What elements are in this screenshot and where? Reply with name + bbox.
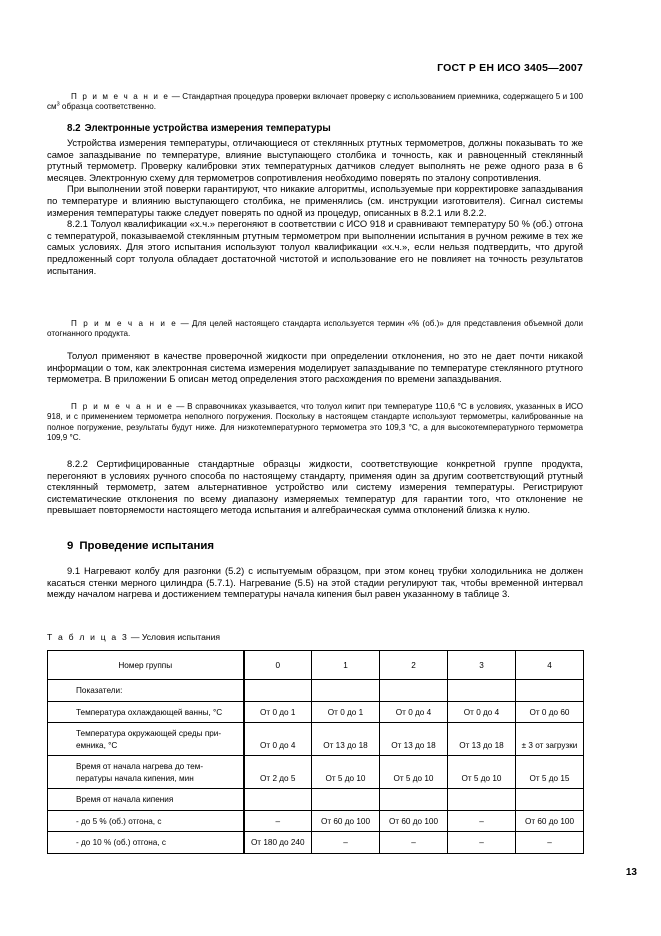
table-3-cell-value: От 60 до 100 [388, 816, 439, 826]
table-3-cell-value: От 0 до 4 [260, 740, 296, 750]
table-3-cell-value: От 0 до 4 [463, 707, 500, 717]
table-3-header-label: Номер группы [48, 651, 244, 680]
table-3-cell [312, 756, 380, 789]
table-row [48, 723, 584, 756]
table-3-row-label [48, 756, 244, 789]
table-3-cell-spacer [314, 761, 377, 773]
note-3-text: В справочниках указывается, что толуол кипит при температуре 110,6 °С в условиях, указанных в ИСО 918, и с применением термометра неполного погружения. Поскольку в настоящем стандарте используют термометры, калиброванные на полное погружение, результаты будут ниже. Для низкотемпературного термометра это 109,3 °С, а для высокотемпературного термометра 109,9 °С. [47, 402, 583, 442]
table-3-body [48, 651, 584, 854]
running-header: ГОСТ Р ЕН ИСО 3405—2007 [437, 62, 583, 74]
table-3-row-label-line: Температура окружающей среды при- [76, 729, 222, 738]
table-3-caption [47, 632, 583, 643]
table-3-caption-dash: — [128, 632, 142, 642]
paragraph-822-block [47, 458, 583, 516]
table-3-row-label-line: пературы начала кипения, мин [76, 773, 194, 783]
table-3-cell [516, 789, 584, 811]
table-3-cell-spacer [314, 728, 377, 740]
note-dash: — [169, 92, 183, 101]
table-row [48, 701, 584, 723]
table-3-cell [244, 723, 312, 756]
table-3-cell-value: От 0 до 1 [260, 707, 296, 717]
note-2-text: Для целей настоящего стандарта используется термин «% (об.)» для представления объемной доли отогнанного продукта. [47, 319, 584, 339]
table-row [48, 756, 584, 789]
table-3-cell-value: От 0 до 60 [529, 707, 570, 717]
table-3-cell [516, 810, 584, 832]
table-3-cell-value: – [479, 816, 484, 826]
page-number: 13 [625, 867, 637, 878]
table-3-cell [516, 756, 584, 789]
table-3-cell-value: От 0 до 1 [327, 707, 364, 717]
table-3-cell-value: – [479, 838, 484, 847]
table-3-cell-value: – [411, 838, 416, 847]
table-3-cell [448, 680, 516, 702]
paragraph-8-2-2: При выполнении этой поверки гарантируют, что никакие алгоритмы, используемые при корректировке запаздывания по температуре и влиянию выступающего столбика, не применялись (см. инструкции изготовителя). Сигнал системы измерения температуры также следует поверять по одной из процедур, описанных в 8.2.1 или 8.2.2. [47, 183, 583, 218]
table-3-cell-value: От 13 до 18 [391, 740, 436, 750]
table-3-cell [380, 701, 448, 723]
table-row [48, 810, 584, 832]
table-3-column-header-3: 3 [448, 651, 516, 680]
table-3-cell-value: От 5 до 10 [393, 773, 434, 783]
table-3-cell [380, 756, 448, 789]
table-3-cell-spacer [247, 728, 310, 740]
table-3-cell [312, 832, 380, 854]
table-3-cell [380, 680, 448, 702]
note-2 [47, 319, 583, 340]
table-3-row-label [48, 701, 244, 723]
table-3-cell-value: От 13 до 18 [459, 740, 504, 750]
section-9-block [47, 539, 583, 600]
table-3-cell-spacer [450, 761, 513, 773]
paragraph-8-2-1: Устройства измерения температуры, отличающиеся от стеклянных ртутных термометров, должны показывать то же самое запаздывание по температуре, влияние выступающего столбика и точность, как и равноценный стеклянный ртутный термометр. Проверку калибровки этих температурных датчиков следует выполнять не реже одного раза в 6 месяцев. Электронную схему для термометров сопротивления необходимо поверять по эталону сопротивления. [47, 137, 583, 183]
table-3-cell [312, 789, 380, 811]
table-row [48, 832, 584, 854]
table-3 [47, 650, 584, 854]
table-3-row-label-line: - до 5 % (об.) отгона, с [76, 816, 162, 826]
cubic-superscript: 3 [56, 101, 60, 108]
table-3-wrapper [47, 650, 583, 854]
table-3-row-label [48, 789, 244, 811]
table-3-cell [448, 789, 516, 811]
table-3-caption-title: Условия испытания [141, 632, 221, 642]
table-3-cell-value: От 60 до 100 [524, 816, 575, 826]
table-3-cell [244, 810, 312, 832]
table-3-column-header-2: 2 [380, 651, 448, 680]
paragraph-821: 8.2.1 Толуол квалификации «х.ч.» перегоняют в соответствии с ИСО 918 и сравнивают температуру 50 % (об.) отгона с температурой, показываемой стеклянным ртутным термометром при выполнении испытания в ручном режиме в тех же самых условиях. Для этого испытания используют толуол квалификации «х.ч.», если нельзя подтвердить, что другой предложенный сорт толуола обладает достаточной чистотой и использование его не повлияет на точность результатов испытания. [47, 218, 583, 276]
table-3-cell-spacer [450, 728, 513, 740]
table-3-row-label-line: емника, °С [76, 740, 118, 750]
table-3-cell [448, 832, 516, 854]
note-1 [47, 92, 583, 113]
table-3-cell [244, 701, 312, 723]
heading-9-number: 9 [67, 540, 74, 552]
table-3-cell [312, 680, 380, 702]
table-3-row-label [48, 832, 244, 854]
table-3-cell [448, 756, 516, 789]
table-3-cell [312, 810, 380, 832]
table-row [48, 680, 584, 702]
table-3-cell [516, 832, 584, 854]
heading-8-2-number: 8.2 [67, 123, 81, 134]
table-3-cell-value: От 5 до 15 [529, 773, 570, 783]
paragraph-822: 8.2.2 Сертифицированные стандартные образцы жидкости, соответствующие конкретной группе продукта, перегоняют в условиях ручного способа по настоящему стандарту, применяя один за другим соответствующий ртутный стеклянный термометр, затем альтернативное устройство или систему измерения температуры. Регистрируют систематические отклонения по всему диапазону измеряемых температур для гарантии того, что отклонение не превышает повторяемости настоящего метода испытания и алгебраическая сумма отклонений близка к нулю. [47, 458, 583, 516]
heading-8-2-title: Электронные устройства измерения температуры [84, 123, 331, 134]
table-3-cell [244, 832, 312, 854]
table-3-cell-value: – [343, 838, 348, 847]
table-3-cell [244, 789, 312, 811]
table-3-cell-value: ± 3 от загрузки [521, 740, 578, 750]
table-3-cell-value: От 5 до 10 [325, 773, 366, 783]
table-3-row-label [48, 723, 244, 756]
table-3-cell-spacer [518, 761, 581, 773]
table-3-column-header-1: 1 [312, 651, 380, 680]
table-3-row-label-line: Показатели: [76, 686, 123, 695]
note-1-text-a: Стандартная процедура проверки включает проверку с использованием приемника, содержащего 5 и 100 см [47, 92, 583, 112]
table-3-row-label-line: Время от начала кипения [76, 795, 174, 804]
table-3-cell-value: От 5 до 10 [461, 773, 502, 783]
table-3-row-label-line: Время от начала нагрева до тем- [76, 762, 204, 771]
note-dash: — [177, 319, 192, 328]
table-3-cell [380, 832, 448, 854]
table-3-cell [312, 723, 380, 756]
table-3-cell [244, 756, 312, 789]
table-3-cell [244, 680, 312, 702]
note-label: П р и м е ч а н и е [71, 402, 174, 411]
table-3-row-label-line: Температура охлаждающей ванны, °С [76, 707, 223, 717]
table-3-cell-spacer [382, 761, 445, 773]
note-dash: — [173, 402, 188, 411]
table-3-caption-label: Т а б л и ц а 3 [47, 632, 129, 642]
note-2-block [47, 319, 583, 340]
table-3-cell [516, 680, 584, 702]
note-1-text-b: образца соответственно. [59, 102, 156, 112]
table-3-cell [516, 701, 584, 723]
table-3-cell [448, 701, 516, 723]
table-3-cell [312, 701, 380, 723]
table-3-cell-value: – [547, 838, 552, 847]
table-3-cell [380, 789, 448, 811]
section-8-2-block [47, 123, 583, 276]
table-3-cell-value: От 2 до 5 [260, 773, 296, 783]
table-3-cell [448, 723, 516, 756]
note-label: П р и м е ч а н и е [71, 92, 170, 101]
toluol-paragraph-block [47, 350, 583, 385]
table-3-caption-text [47, 632, 583, 643]
table-3-column-header-0: 0 [244, 651, 312, 680]
table-row [48, 789, 584, 811]
table-3-cell-spacer [247, 761, 310, 773]
table-3-cell-value: – [275, 816, 281, 826]
table-3-cell [448, 810, 516, 832]
paragraph-toluol: Толуол применяют в качестве проверочной жидкости при определении отклонения, но это не дает почти никакой информации о том, как электронная система измерения моделирует запаздывание по температуре стеклянного ртутного термометра. В приложении Б описан метод определения этого расхождения по времени запаздывания. [47, 350, 583, 385]
note-3-block [47, 402, 583, 443]
note-label: П р и м е ч а н и е [71, 319, 178, 328]
table-3-row-label-line: - до 10 % (об.) отгона, с [76, 838, 166, 847]
table-3-cell-spacer [382, 728, 445, 740]
heading-9-title: Проведение испытания [79, 540, 214, 552]
table-3-column-header-4: 4 [516, 651, 584, 680]
table-3-cell-value: От 13 до 18 [323, 740, 368, 750]
table-3-header-row [48, 651, 584, 680]
note-3 [47, 402, 583, 443]
note-1-block [47, 92, 583, 113]
table-3-cell-value: От 0 до 4 [395, 707, 432, 717]
table-3-cell-value: От 180 до 240 [250, 838, 305, 847]
table-3-row-label [48, 810, 244, 832]
table-3-cell [380, 723, 448, 756]
table-3-row-label [48, 680, 244, 702]
heading-8-2 [47, 123, 583, 135]
table-3-cell-spacer [518, 728, 581, 740]
table-3-cell [380, 810, 448, 832]
heading-9 [47, 539, 583, 553]
paragraph-91: 9.1 Нагревают колбу для разгонки (5.2) с испытуемым образцом, при этом конец трубки холодильника не должен касаться стенки мерного цилиндра (5.7.1). Нагревание (5.5) на этой стадии регулируют так, чтобы временной интервал между началом нагрева и достижением температуры начала кипения был равен указанному в таблице 3. [47, 565, 583, 600]
table-3-cell [516, 723, 584, 756]
table-3-cell-value: От 60 до 100 [320, 816, 371, 826]
